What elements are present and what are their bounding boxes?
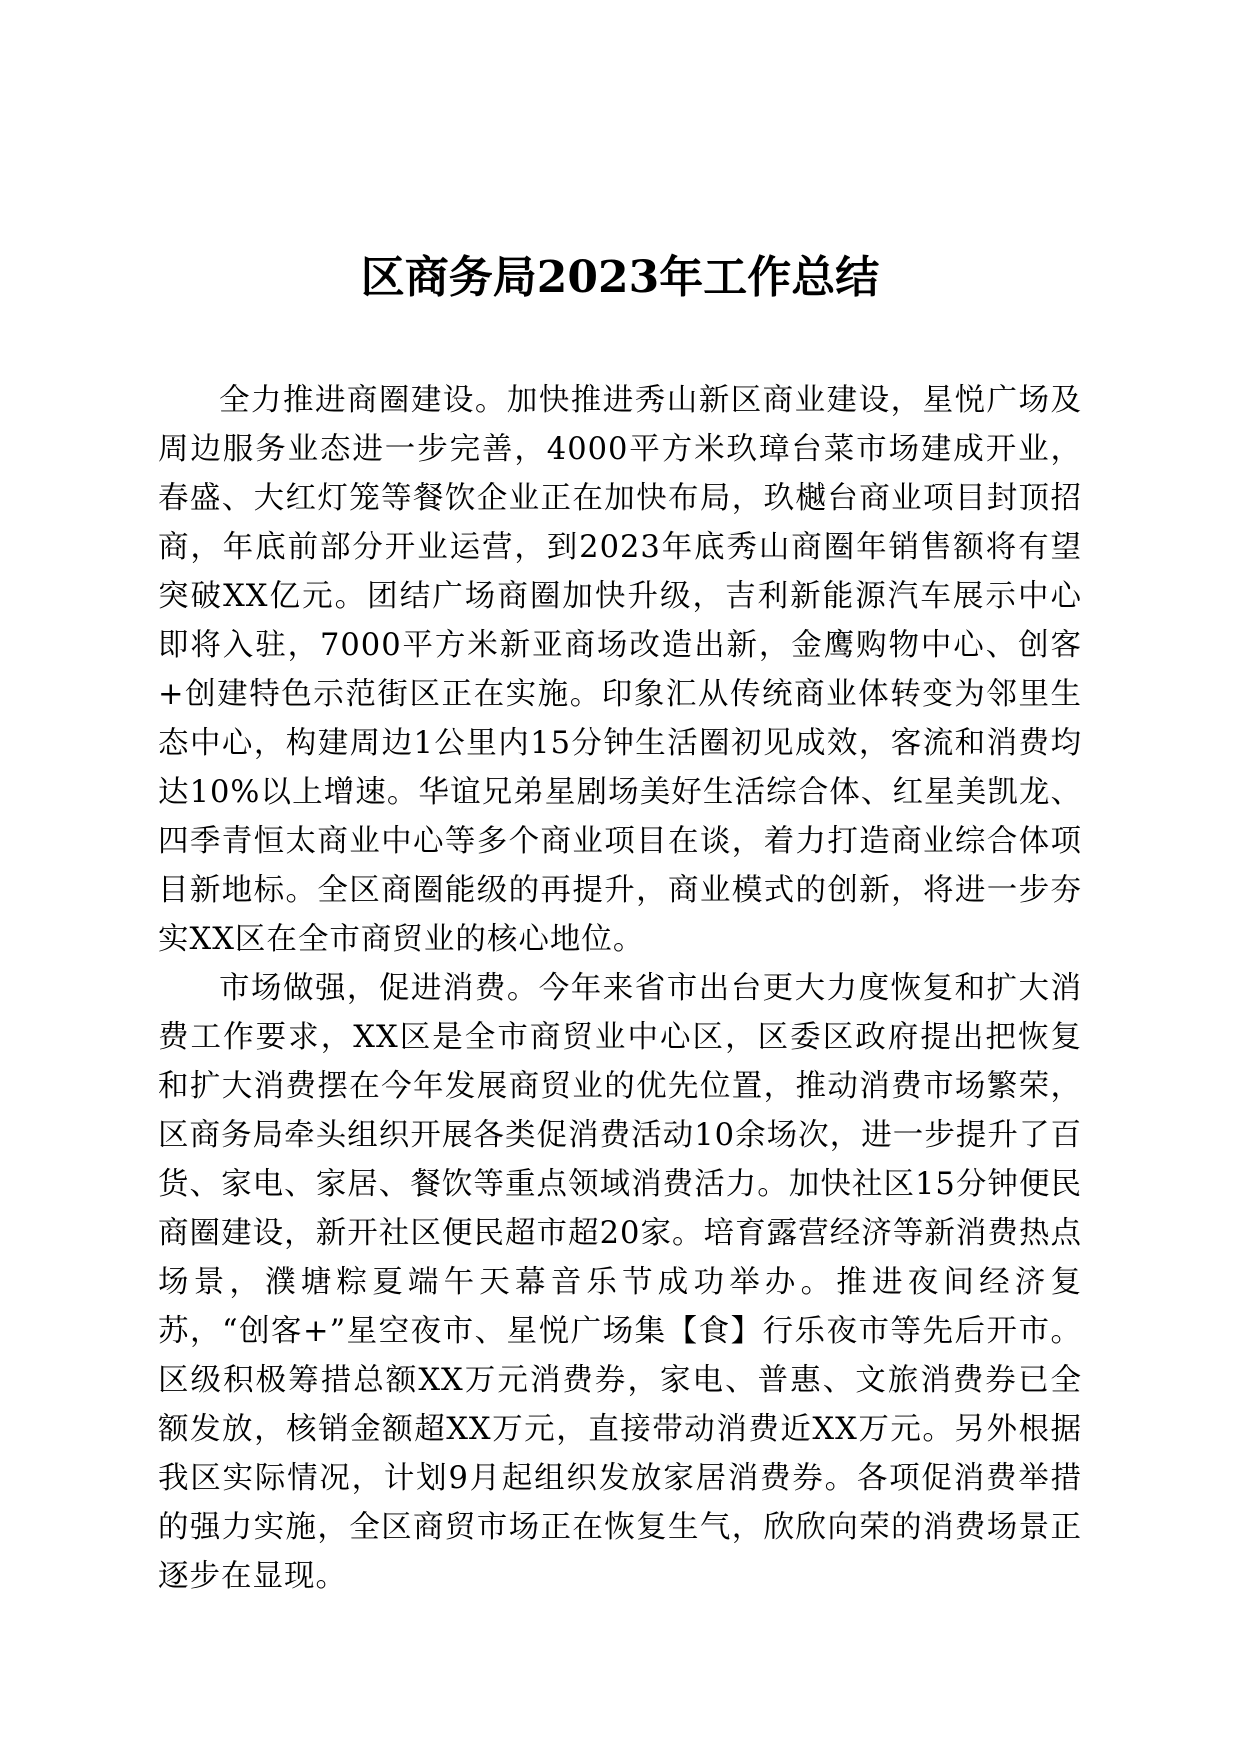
paragraph-commercial-districts: 全力推进商圈建设。加快推进秀山新区商业建设，星悦广场及周边服务业态进一步完善，4000平方米玖璋台菜市场建成开业，春盛、大红灯笼等餐饮企业正在加快布局，玖樾台商业项目封顶招商，年底前部分开业运营，到2023年底秀山商圈年销售额将有望突破XX亿元。团结广场商圈加快升级，吉利新能源汽车展示中心即将入驻，7000平方米新亚商场改造出新，金鹰购物中心、创客+创建特色示范街区正在实施。印象汇从传统商业体转变为邻里生态中心，构建周边1公里内15分钟生活圈初见成效，客流和消费均达10%以上增速。华谊兄弟星剧场美好生活综合体、红星美凯龙、四季青恒太商业中心等多个商业项目在谈，着力打造商业综合体项目新地标。全区商圈能级的再提升，商业模式的创新，将进一步夯实XX区在全市商贸业的核心地位。 (158, 383, 1082, 957)
paragraph-consumption-promotion: 市场做强，促进消费。今年来省市出台更大力度恢复和扩大消费工作要求，XX区是全市商贸业中心区，区委区政府提出把恢复和扩大消费摆在今年发展商贸业的优先位置，推动消费市场繁荣，区商务局牵头组织开展各类促消费活动10余场次，进一步提升了百货、家电、家居、餐饮等重点领域消费活力。加快社区15分钟便民商圈建设，新开社区便民超市超20家。培育露营经济等新消费热点场景，濮塘粽夏端午天幕音乐节成功举办。推进夜间经济复苏，“创客+”星空夜市、星悦广场集【食】行乐夜市等先后开市。区级积极筹措总额XX万元消费券，家电、普惠、文旅消费券已全额发放，核销金额超XX万元，直接带动消费近XX万元。另外根据我区实际情况，计划9月起组织发放家居消费券。各项促消费举措的强力实施，全区商贸市场正在恢复生气，欣欣向荣的消费场景正逐步在显现。 (158, 971, 1082, 1594)
document-body (158, 376, 1082, 1601)
document-title: 区商务局2023年工作总结 (360, 252, 880, 303)
